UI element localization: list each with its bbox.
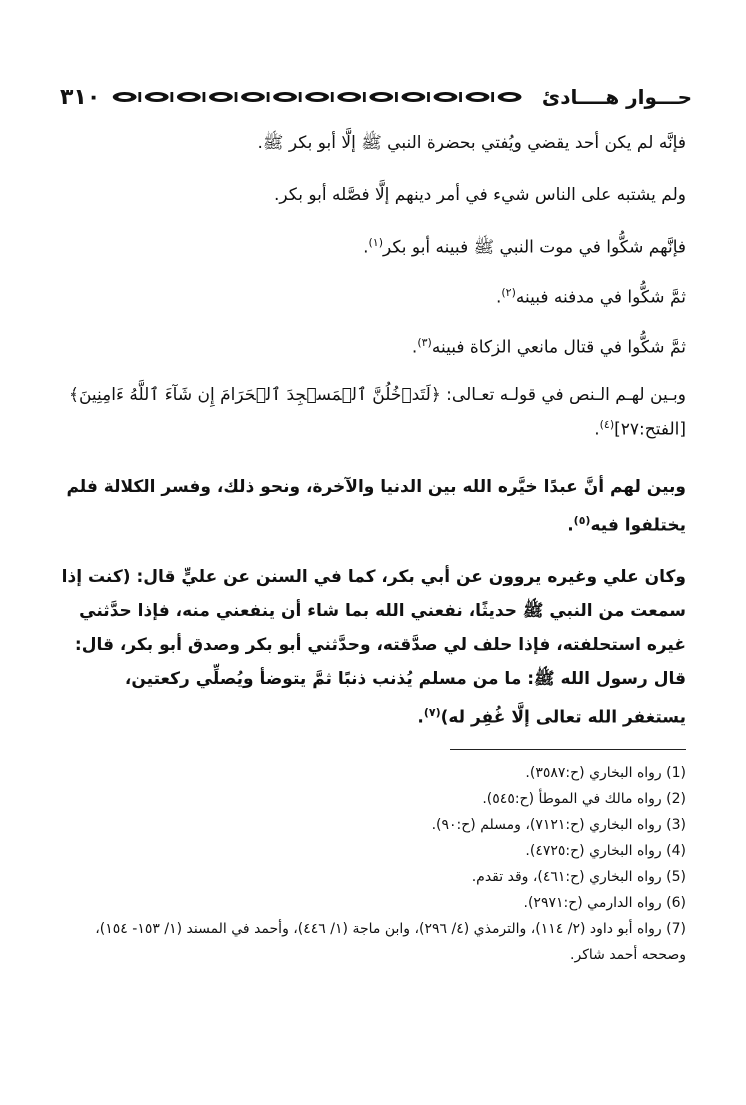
footnote: (1) رواه البخاري (ح:٣٥٨٧). <box>525 765 686 781</box>
paragraph <box>60 228 686 263</box>
paragraph <box>60 470 686 543</box>
page-number: ٣١٠ <box>60 84 101 110</box>
body-line: وكان علي وغيره يروون عن أبي بكر، كما في السنن عن عليٍّ قال: (كنت إذا سمعت من النبي ﷺ حديثًا، نفعني الله بما شاء أن ينفعني منه، فإذا حدَّثني غيره استحلفته، فإذا حلف لي صدَّقته، وحدَّثني أبو بكر وصدق أبو بكر، قال: قال رسول الله ﷺ: ما من مسلم يُذنب ذنبًا ثمَّ يتوضأ ويُصلِّي ركعتين، يستغفر الله تعالى إلَّا غُفِر له)$^{(٧)}$. <box>61 567 686 728</box>
paragraph <box>60 560 686 735</box>
footnote-ref: (٣) <box>417 336 432 349</box>
body-line: ثمَّ شكُّوا في قتال مانعي الزكاة فبينه$^{(٣)}$. <box>411 336 686 358</box>
footnote-ref: (٢) <box>501 286 516 299</box>
paragraph <box>60 128 686 158</box>
footnote-ref: (٥) <box>573 514 591 527</box>
paragraph <box>60 328 686 363</box>
quran-verse-line: وبـين لهـم الـنص في قولـه تعـالى: ﴿لَتَدۡخُلُنَّ ٱلۡمَسۡجِدَ ٱلۡحَرَامَ إِن شَآءَ ٱللَّهُ ءَامِنِينَ﴾ <box>69 385 686 405</box>
body-line: ثمَّ شكُّوا في مدفنه فبينه$^{(٢)}$. <box>495 286 686 308</box>
paragraph <box>60 380 686 445</box>
book-title: حـــوار هــــادئ <box>541 85 692 109</box>
body-line: فإنَّهم شكُّوا في موت النبي ﷺ فبينه أبو بكر$^{(١)}$. <box>363 236 686 258</box>
body-text: وكان علي وغيره يروون عن أبي بكر، كما في السنن عن عليٍّ قال: (كنت إذا سمعت من النبي ﷺ حديثًا، نفعني الله بما شاء أن ينفعني منه، فإذا حدَّثني غيره استحلفته، فإذا حلف لي صدَّقته، وحدَّثني أبو بكر وصدق أبو بكر، قال: قال رسول الله ﷺ: ما من مسلم يُذنب ذنبًا ثمَّ يتوضأ ويُصلِّي ركعتين، يستغفر الله تعالى إلَّا غُفِر له) <box>61 567 686 728</box>
footnote: (4) رواه البخاري (ح:٤٧٢٥). <box>525 843 686 859</box>
footnote-ref: (١) <box>368 236 384 249</box>
paragraph <box>60 180 686 210</box>
footnote: (7) رواه أبو داود (٢/ ١١٤)، والترمذي (٤/ ٢٩٦)، وابن ماجة (١/ ٤٤٦)، وأحمد في المسند (١/ ١٥٣- ١٥٤)، وصححه أحمد شاكر. <box>95 921 686 963</box>
body-text: ثمَّ شكُّوا في قتال مانعي الزكاة فبينه <box>431 337 686 358</box>
verse-reference: [الفتح:٢٧]$^{(٤)}$. <box>594 418 686 440</box>
footnote-ref: (٤) <box>599 418 615 431</box>
page-header <box>60 80 692 114</box>
footnote-ref: (٧) <box>423 706 441 719</box>
verse-source: [الفتح:٢٧] <box>614 419 686 440</box>
body-text: ثمَّ شكُّوا في مدفنه فبينه <box>515 287 686 308</box>
paragraph <box>60 278 686 313</box>
body-line: فإنَّه لم يكن أحد يقضي ويُفتي بحضرة النبي ﷺ إلَّا أبو بكر ﷺ. <box>257 133 686 153</box>
footnote: (2) رواه مالك في الموطأ (ح:٥٤٥). <box>482 791 686 807</box>
body-line: وبين لهم أنَّ عبدًا خيَّره الله بين الدنيا والآخرة، ونحو ذلك، وفسر الكلالة فلم يختلفوا فيه$^{(٥)}$. <box>66 477 686 536</box>
body-line: ولم يشتبه على الناس شيء في أمر دينهم إلَّا فصَّله أبو بكر. <box>274 185 686 205</box>
body-text: فإنَّهم شكُّوا في موت النبي ﷺ فبينه أبو بكر <box>383 237 686 258</box>
ornament-divider <box>110 90 532 104</box>
footnotes <box>60 760 686 968</box>
footnote: (6) رواه الدارمي (ح:٢٩٧١). <box>523 895 686 911</box>
footnote: (3) رواه البخاري (ح:٧١٢١)، ومسلم (ح:٩٠). <box>431 817 686 833</box>
footnote-separator <box>450 749 686 750</box>
body-text: وبين لهم أنَّ عبدًا خيَّره الله بين الدنيا والآخرة، ونحو ذلك، وفسر الكلالة فلم يختلفوا فيه <box>66 477 686 536</box>
footnote: (5) رواه البخاري (ح:٤٦١)، وقد تقدم. <box>471 869 686 885</box>
